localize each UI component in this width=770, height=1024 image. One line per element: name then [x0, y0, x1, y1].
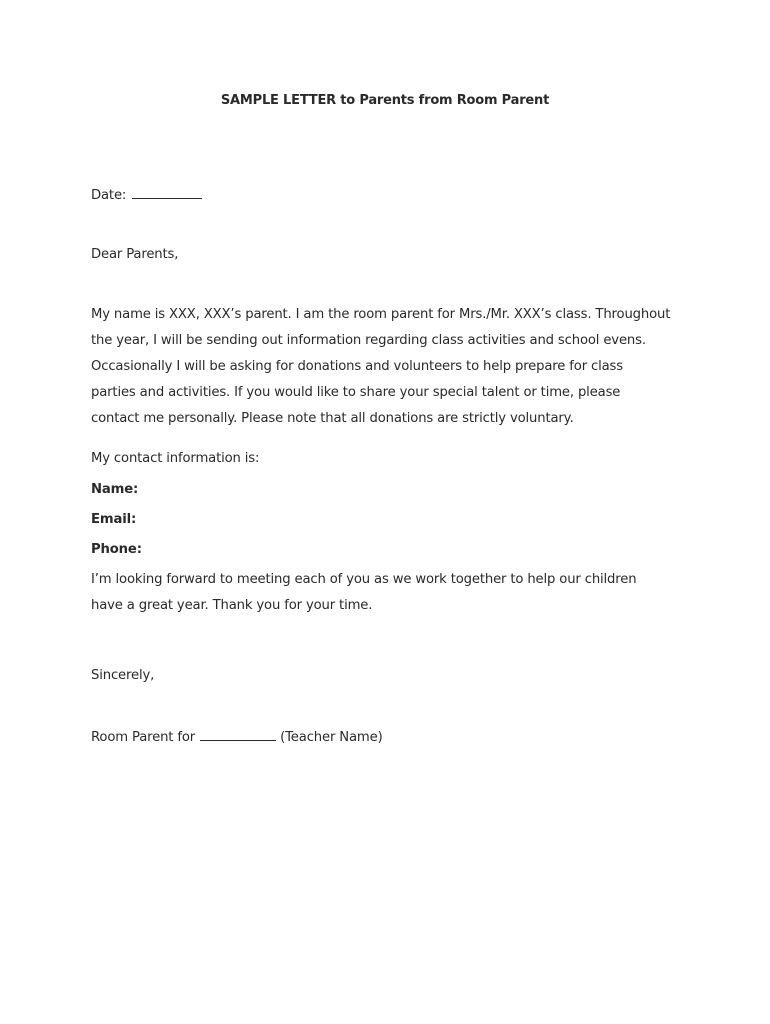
contact-name-label: Name:	[91, 482, 139, 497]
body-line: My name is XXX, XXX’s parent. I am the room parent for Mrs./Mr. XXX’s class. Throughout	[91, 307, 671, 322]
signature-prefix: Room Parent for	[91, 730, 196, 745]
contact-intro: My contact information is:	[91, 451, 260, 466]
contact-phone-label: Phone:	[91, 542, 142, 557]
date-blank	[132, 186, 202, 199]
sign-off: Sincerely,	[91, 668, 155, 683]
body-line: the year, I will be sending out information regarding class activities and school evens.	[91, 333, 646, 348]
date-label: Date:	[91, 188, 127, 203]
body-line: contact me personally. Please note that all donations are strictly voluntary.	[91, 411, 574, 426]
closing-line: I’m looking forward to meeting each of you as we work together to help our children	[91, 572, 637, 587]
document-title: SAMPLE LETTER to Parents from Room Parent	[220, 93, 550, 108]
signature-suffix: (Teacher Name)	[280, 730, 383, 745]
closing-line: have a great year. Thank you for your time.	[91, 598, 373, 613]
body-line: parties and activities. If you would like to share your special talent or time, please	[91, 385, 621, 400]
salutation: Dear Parents,	[91, 247, 179, 262]
body-line: Occasionally I will be asking for donations and volunteers to help prepare for class	[91, 359, 623, 374]
contact-email-label: Email:	[91, 512, 137, 527]
signature-line	[91, 728, 383, 747]
date-line	[91, 186, 202, 205]
teacher-name-blank	[200, 728, 276, 741]
